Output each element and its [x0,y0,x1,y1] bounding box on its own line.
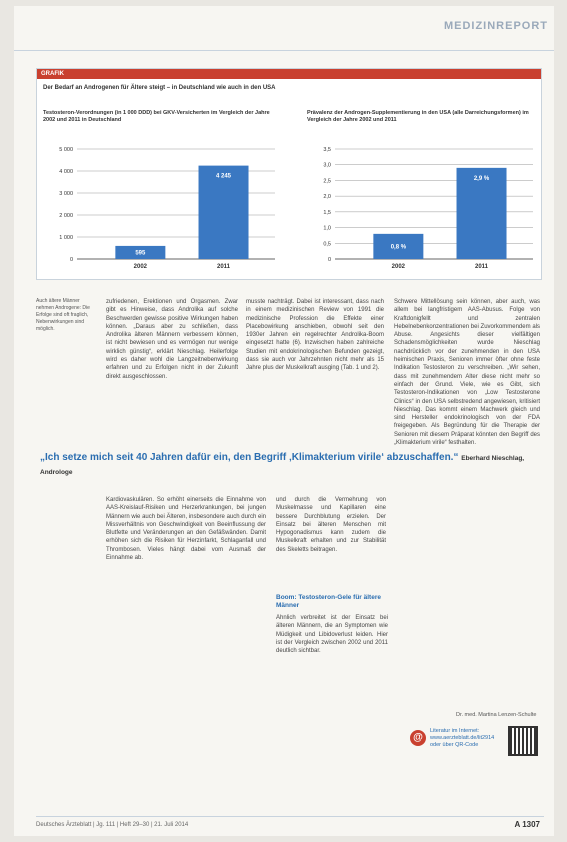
x-tick-label: 2002 [391,264,406,270]
y-tick-label: 2 000 [59,213,73,219]
data-label: 0,8 % [390,244,407,251]
data-label: 2,9 % [473,175,490,182]
y-tick-label: 4 000 [59,169,73,175]
column-1: zufriedenen, Erektionen und Orgasmen. Zwar gibt es Hinweise, dass Androlika auf solche Beschwerden gewisse positive Wirkungen haben können. „Daraus aber zu schließen, dass Androlika älteren Männern verbessern können, ist nicht bewiesen und es vermögen nur wenige wirklich günstig“, erklärt Nieschlag. Heilerfolge wird es daher wohl die Langzeitnebenwirkung erfahren und zu Erfolgen nicht in der Zukunft direkt ausgeschlossen. [106,299,238,380]
x-tick-label: 2002 [133,264,148,270]
header-rule [14,50,554,51]
section-header: MEDIZINREPORT [443,20,548,32]
y-tick-label: 1 000 [59,235,73,241]
data-label: 595 [135,250,146,257]
side-note: Auch ältere Männer nehmen Androgene: Die Erfolge sind oft fraglich, Nebenwirkungen sind möglich. [36,298,90,332]
x-tick-label: 2011 [217,264,231,270]
y-tick-label: 0,5 [323,241,331,248]
y-tick-label: 1,5 [323,209,331,216]
chart-usa-prevalence [299,145,539,273]
y-tick-label: 3 000 [59,191,73,197]
column-5: und durch die Vermehrung von Muskelmasse und Kapillaren eine bessere Durchblutung erzielen. Der Einsatz bei älteren Menschen mit Hypogonadismus kann zudem die Muskelkraft erhalten und zur Stabilität des Skeletts beitragen. [276,497,386,553]
pull-quote-text: „Ich setze mich seit 40 Jahren dafür ein, den Begriff ‚Klimakterium virile‘ abzuschaffen.“ [40,452,459,463]
data-label: 4 245 [216,173,232,180]
page [14,6,554,836]
y-tick-label: 2,5 [323,178,331,185]
y-tick-label: 0 [327,257,331,263]
chart-box-title: Der Bedarf an Androgenen für Ältere steigt – in Deutschland wie auch in den USA [43,85,276,91]
literature-text: Literatur im Internet: www.aerzteblatt.de/lit2914 oder über QR-Code [430,728,495,748]
y-tick-label: 5 000 [59,147,73,153]
pull-quote-author: Eberhard Nieschlag, Androloge [40,455,525,476]
literature-box [410,728,546,758]
column-3: Schwere Mittellösung sein können, aber auch, was allem bei langfristigem AAS-Abusus. Folge von Kraftdonigfellt und zentralen Hebelnebenkonzentrationen bei Zuvorkommendem als Abuse. Angesichts dieser vielfältigen Schadensmöglichkeiten wurde Nieschlag nachdrücklich vor der zunehmenden in den USA heimischen Praxis, Senioren immer öfter ohne feste Indikation Testosteron zu verschreiben. „Wir sehen, dass mit zunehmendem Alter diese nicht mehr so einfach der Grund. Viele, wie es Gibt, sich Testosteron-Indikationen von „Low Testosterone Clinics“ in den USA selbstredend angewiesen, kritisiert Nieschlag. Das kommt einem Machwerk gleich und sind Hersteller endokrinologisch von der FDA freigegeben. Als Begründung für die Therapie der Senioren mit diesem Präparat könnten den Begriff des „Klimakterium virile“ festhalten. [394,299,540,447]
at-icon: @ [410,730,426,746]
subheading: Boom: Testosteron-Gele für ältere Männer [276,594,381,609]
chart-tag: GRAFIK [37,69,541,79]
y-tick-label: 2,0 [323,194,331,201]
pull-quote [40,451,540,479]
column-2: musste nachträgt. Dabei ist interessant, dass nach in einem medizinischen Review von 1991 die medizinische Profession die Effekte einer Placebowirkung anschieben, obwohl seit den 1930er Jahren ein regelrechter Androlika-Boom eingesetzt hatte (6). Inzwischen haben zahlreiche Studien mit endokrinologischen Befunden gezeigt, dass sie auch vor Jahrzehnten nicht mehr als 15 Jahre plus der Muskelkraft ausging (Tab. 1 und 2). [246,299,384,372]
x-tick-label: 2011 [475,264,489,270]
chart-2-title: Prävalenz der Androgen-Supplementierung in den USA (alle Darreichungsformen) im Vergleich der Jahre 2002 und 2011 [307,110,529,123]
column-4: Kardiovaskulären. So erhöht einerseits die Einnahme von AAS-Kreislauf-Risiken und Herzerkrankungen, bei jungen Männern wie auch bei Älteren, insbesondere auch durch ein Missverhältnis von Geschwindigkeit von Beeinflussung der Blutfette und Veränderungen an den Gefäßwänden. Damit erhöhen sich die Risiken für Herzinfarkt, Schlaganfall und Thrombosen. Vieles hängt dabei vom Ausmaß der Einnahme ab. [106,497,266,562]
footer: Deutsches Ärzteblatt | Jg. 111 | Heft 29–30 | 21. Juli 2014 [36,822,189,828]
column-6: Ähnlich verbreitet ist der Einsatz bei älteren Männern, die an Symptomen wie Müdigkeit und Libidoverlust leiden. Hier ist der Vergleich zwischen 2002 und 2011 deutlich sichtbar. [276,615,388,655]
page-number: A 1307 [514,820,540,829]
y-tick-label: 3,0 [323,162,331,169]
chart-1-title: Testosteron-Verordnungen (in 1 000 DDD) bei GKV-Versicherten im Vergleich der Jahre 2002 und 2011 in Deutschland [43,110,270,123]
chart-box [36,68,542,280]
y-tick-label: 1,0 [323,225,331,232]
y-tick-label: 3,5 [323,147,331,153]
author-signature: Dr. med. Martina Lenzen-Schulte [456,712,537,718]
footer-rule [36,816,544,817]
chart-germany-ddd [41,145,281,273]
qr-code-icon [508,726,538,756]
y-tick-label: 0 [69,257,73,263]
